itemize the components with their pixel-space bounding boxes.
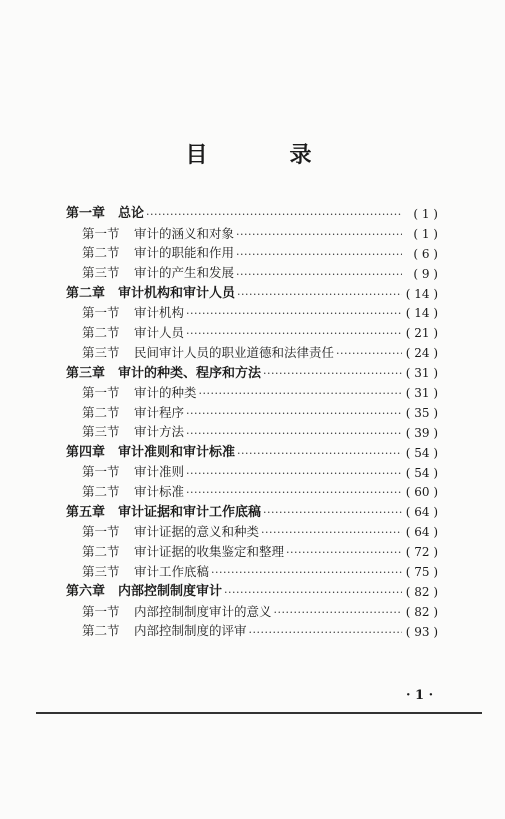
toc-leader-dots <box>237 447 402 459</box>
toc-leader-dots <box>186 427 402 439</box>
toc-leader-dots <box>236 268 402 280</box>
toc-entry-label <box>66 426 184 439</box>
toc-entry-number: 第二节 <box>82 245 120 261</box>
toc-leader-dots <box>224 586 402 598</box>
toc-leader-dots <box>211 566 402 578</box>
toc-page-number: ( 64 ) <box>405 505 438 520</box>
toc-page-number: ( 31 ) <box>405 366 438 381</box>
toc-chapter-row <box>66 204 438 224</box>
toc-section-row <box>66 423 438 443</box>
toc-entry-title: 总论 <box>118 206 145 222</box>
toc-leader-dots <box>286 546 402 558</box>
toc-entry-label <box>66 225 235 241</box>
toc-entry-number: 第三节 <box>82 424 120 440</box>
toc-entry-title: 审计证据和审计工作底稿 <box>118 504 262 520</box>
toc-entry-label <box>66 506 261 519</box>
toc-leader-dots <box>236 228 402 240</box>
page-title: 目 录 <box>185 142 342 168</box>
toc-entry-number: 第一节 <box>82 225 120 241</box>
toc-entry-number: 第一节 <box>82 603 120 619</box>
table-of-contents <box>66 204 438 642</box>
toc-entry-title: 审计证据的意义和种类 <box>134 523 260 539</box>
toc-section-row <box>66 224 438 244</box>
toc-entry-title: 审计的产生和发展 <box>134 265 235 281</box>
toc-leader-dots <box>237 288 402 300</box>
toc-entry-label <box>66 307 184 320</box>
toc-section-row <box>66 482 438 502</box>
toc-entry-title: 审计的种类 <box>134 384 197 400</box>
toc-entry-label <box>66 603 272 619</box>
toc-chapter-row <box>66 363 438 383</box>
toc-page-number: ( 82 ) <box>405 584 438 599</box>
toc-entry-label <box>66 327 184 340</box>
toc-page-number: ( 64 ) <box>405 525 438 540</box>
toc-leader-dots <box>261 526 402 538</box>
toc-entry-label <box>66 446 235 459</box>
toc-page-number: ( 1 ) <box>413 206 438 221</box>
toc-entry-title: 审计工作底稿 <box>134 563 210 579</box>
toc-entry-label <box>66 585 222 598</box>
toc-entry-number: 第一章 <box>66 206 106 222</box>
toc-leader-dots <box>186 407 402 419</box>
toc-page-number: ( 14 ) <box>405 286 438 301</box>
toc-entry-title: 审计准则和审计标准 <box>118 445 236 461</box>
toc-section-row <box>66 323 438 343</box>
toc-entry-title: 审计标准 <box>134 484 185 500</box>
toc-entry-label <box>66 207 144 220</box>
toc-entry-number: 第二节 <box>82 623 120 639</box>
toc-entry-title: 内部控制制度审计 <box>118 584 223 600</box>
toc-entry-label <box>66 563 210 579</box>
toc-entry-title: 审计机构和审计人员 <box>118 286 236 301</box>
toc-entry-title: 民间审计人员的职业道德和法律责任 <box>134 344 335 360</box>
toc-section-row <box>66 562 438 582</box>
toc-chapter-row <box>66 502 438 522</box>
toc-section-row <box>66 602 438 622</box>
toc-leader-dots <box>263 506 402 518</box>
toc-leader-dots <box>186 307 402 319</box>
toc-entry-title: 审计的职能和作用 <box>134 245 235 261</box>
toc-page-number: ( 75 ) <box>405 564 438 579</box>
toc-entry-label <box>66 543 285 559</box>
toc-entry-number: 第二节 <box>82 404 120 420</box>
toc-entry-label <box>66 523 260 539</box>
toc-leader-dots <box>186 467 402 479</box>
toc-section-row <box>66 264 438 284</box>
toc-section-row <box>66 542 438 562</box>
toc-entry-label <box>66 344 335 360</box>
toc-page-number: ( 14 ) <box>405 306 438 321</box>
toc-entry-number: 第四章 <box>66 445 106 461</box>
toc-page-number: ( 24 ) <box>405 346 438 361</box>
toc-entry-number: 第一节 <box>82 305 120 321</box>
toc-entry-number: 第三节 <box>82 344 120 360</box>
toc-entry-title: 内部控制制度审计的意义 <box>134 603 272 619</box>
toc-entry-number: 第五章 <box>66 504 106 520</box>
toc-page-number: ( 9 ) <box>413 266 438 281</box>
toc-entry-number: 第一节 <box>82 523 120 539</box>
toc-page-number: ( 54 ) <box>405 465 438 480</box>
toc-page-number: ( 35 ) <box>405 405 438 420</box>
toc-section-row <box>66 303 438 323</box>
toc-entry-label <box>66 486 184 499</box>
toc-entry-title: 内部控制制度的评审 <box>134 623 247 639</box>
toc-page-number: ( 82 ) <box>405 604 438 619</box>
toc-page-number: ( 60 ) <box>405 485 438 500</box>
toc-entry-label <box>66 625 247 638</box>
toc-section-row <box>66 403 438 423</box>
toc-entry-title: 审计人员 <box>134 325 185 341</box>
toc-entry-title: 审计证据的收集鉴定和整理 <box>134 543 285 559</box>
toc-leader-dots <box>249 626 402 638</box>
toc-page-number: ( 21 ) <box>405 326 438 341</box>
toc-entry-number: 第二节 <box>82 484 120 500</box>
toc-page-number: ( 1 ) <box>413 226 438 241</box>
toc-section-row <box>66 622 438 642</box>
toc-entry-number: 第三章 <box>66 365 106 381</box>
toc-entry-label <box>66 466 184 479</box>
toc-leader-dots <box>186 486 402 498</box>
toc-page-number: ( 39 ) <box>405 425 438 440</box>
toc-leader-dots <box>146 208 402 220</box>
toc-section-row <box>66 463 438 483</box>
toc-leader-dots <box>186 327 402 339</box>
toc-page-number: ( 72 ) <box>405 545 438 560</box>
toc-leader-dots <box>263 367 402 379</box>
toc-leader-dots <box>236 248 402 260</box>
toc-section-row <box>66 383 438 403</box>
toc-entry-number: 第一节 <box>82 384 120 400</box>
toc-entry-number: 第六章 <box>66 584 106 600</box>
toc-entry-number: 第三节 <box>82 265 120 281</box>
toc-chapter-row <box>66 443 438 463</box>
toc-entry-number: 第一节 <box>82 464 120 480</box>
toc-entry-label <box>66 267 234 280</box>
toc-leader-dots <box>199 387 402 399</box>
toc-entry-title: 审计机构 <box>134 305 185 321</box>
toc-entry-number: 第三节 <box>82 563 120 579</box>
toc-page-number: ( 6 ) <box>413 246 438 261</box>
toc-entry-number: 第二节 <box>82 543 120 559</box>
toc-page-number: ( 54 ) <box>405 445 438 460</box>
toc-leader-dots <box>274 606 402 618</box>
toc-entry-title: 审计方法 <box>134 424 185 440</box>
toc-entry-title: 审计的种类、程序和方法 <box>118 365 262 381</box>
toc-entry-label <box>66 404 185 420</box>
toc-entry-number: 第二节 <box>82 325 120 341</box>
toc-entry-label <box>66 367 261 380</box>
toc-entry-label <box>66 247 234 260</box>
toc-page-number: ( 31 ) <box>405 385 438 400</box>
bottom-rule <box>36 712 482 714</box>
toc-leader-dots <box>336 347 402 359</box>
toc-entry-title: 审计的涵义和对象 <box>134 225 235 241</box>
toc-entry-label <box>66 384 197 400</box>
toc-chapter-row <box>66 582 438 602</box>
toc-entry-title: 审计程序 <box>134 404 185 420</box>
toc-page-number: ( 93 ) <box>405 624 438 639</box>
toc-entry-number: 第二章 <box>66 286 106 301</box>
toc-entry-label <box>66 287 235 300</box>
toc-section-row <box>66 522 438 542</box>
toc-section-row <box>66 343 438 363</box>
toc-entry-title: 审计准则 <box>134 464 185 480</box>
toc-section-row <box>66 244 438 264</box>
toc-chapter-row <box>66 284 438 304</box>
page-number: · 1 · <box>406 688 434 703</box>
